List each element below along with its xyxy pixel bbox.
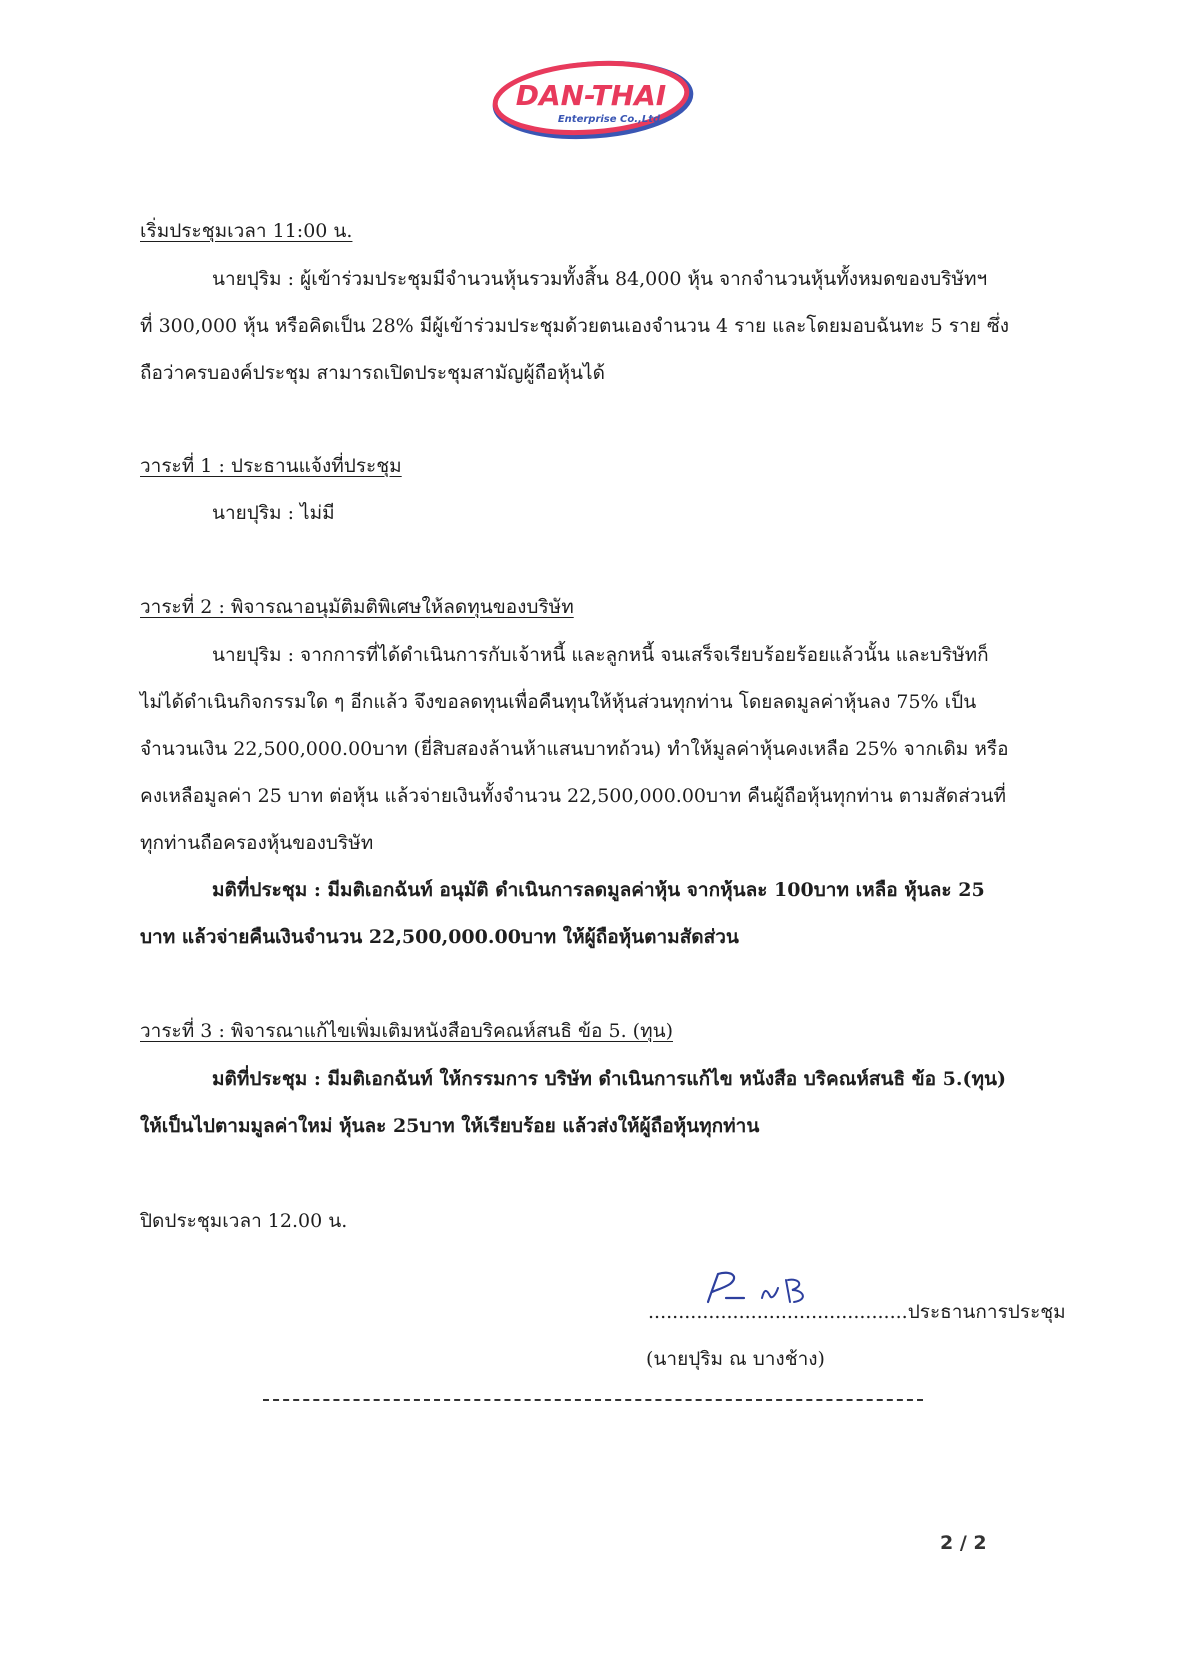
- agenda-2-line: ไม่ได้ดำเนินกิจกรรมใด ๆ อีกแล้ว จึงขอลดทุนเพื่อคืนทุนให้หุ้นส่วนทุกท่าน โดยลดมูลค่าหุ้นลง 75% เป็น: [140, 691, 977, 713]
- agenda-2-line: นายปุริม : จากการที่ได้ดำเนินการกับเจ้าหนี้ และลูกหนี้ จนเสร็จเรียบร้อยร้อยแล้วนั้น และบริษัทก็: [212, 644, 989, 666]
- company-logo: [487, 58, 697, 140]
- logo-subtitle-text: Enterprise Co.,Ltd: [557, 114, 661, 125]
- agenda-1-heading: วาระที่ 1 : ประธานแจ้งที่ประชุม: [140, 455, 402, 477]
- agenda-1-line: นายปุริม : ไม่มี: [212, 502, 335, 524]
- agenda-2-line: คงเหลือมูลค่า 25 บาท ต่อหุ้น แล้วจ่ายเงินทั้งจำนวน 22,500,000.00บาท คืนผู้ถือหุ้นทุกท่าน ตามสัดส่วนที่: [140, 785, 1007, 807]
- chairman-signature-line: ...........................................ประธานการประชุม: [648, 1301, 1066, 1323]
- opening-paragraph-line: ถือว่าครบองค์ประชุม สามารถเปิดประชุมสามัญผู้ถือหุ้นได้: [140, 362, 605, 384]
- agenda-3-heading: วาระที่ 3 : พิจารณาแก้ไขเพิ่มเติมหนังสือบริคณห์สนธิ ข้อ 5. (ทุน): [140, 1020, 673, 1042]
- meeting-close-time: ปิดประชุมเวลา 12.00 น.: [140, 1210, 348, 1232]
- chairman-name: (นายปุริม ณ บางช้าง): [646, 1348, 825, 1370]
- agenda-3-resolution: ให้เป็นไปตามมูลค่าใหม่ หุ้นละ 25บาท ให้เรียบร้อย แล้วส่งให้ผู้ถือหุ้นทุกท่าน: [140, 1115, 760, 1137]
- agenda-2-line: จำนวนเงิน 22,500,000.00บาท (ยี่สิบสองล้านห้าแสนบาทถ้วน) ทำให้มูลค่าหุ้นคงเหลือ 25% จากเดิม หรือ: [140, 738, 1009, 760]
- opening-paragraph-line: ที่ 300,000 หุ้น หรือคิดเป็น 28% มีผู้เข้าร่วมประชุมด้วยตนเองจำนวน 4 ราย และโดยมอบฉันทะ 5 ราย ซึ่ง: [140, 315, 1009, 337]
- page-number: 2 / 2: [940, 1532, 987, 1554]
- meeting-start-time: เริ่มประชุมเวลา 11:00 น.: [140, 220, 353, 242]
- company-logo-graphic: [487, 58, 697, 140]
- agenda-2-resolution: บาท แล้วจ่ายคืนเงินจำนวน 22,500,000.00บาท ให้ผู้ถือหุ้นตามสัดส่วน: [140, 926, 739, 948]
- agenda-2-heading: วาระที่ 2 : พิจารณาอนุมัติมติพิเศษให้ลดทุนของบริษัท: [140, 596, 574, 618]
- agenda-3-resolution: มติที่ประชุม : มีมติเอกฉันท์ ให้กรรมการ บริษัท ดำเนินการแก้ไข หนังสือ บริคณห์สนธิ ข้อ 5.(ทุน): [212, 1068, 1006, 1090]
- logo-brand-text: DAN-THAI: [515, 79, 667, 112]
- page-divider: [263, 1399, 923, 1401]
- opening-paragraph-line: นายปุริม : ผู้เข้าร่วมประชุมมีจำนวนหุ้นรวมทั้งสิ้น 84,000 หุ้น จากจำนวนหุ้นทั้งหมดของบริษัทฯ: [212, 268, 988, 290]
- agenda-2-resolution: มติที่ประชุม : มีมติเอกฉันท์ อนุมัติ ดำเนินการลดมูลค่าหุ้น จากหุ้นละ 100บาท เหลือ หุ้นละ 25: [212, 879, 985, 901]
- agenda-2-line: ทุกท่านถือครองหุ้นของบริษัท: [140, 832, 374, 854]
